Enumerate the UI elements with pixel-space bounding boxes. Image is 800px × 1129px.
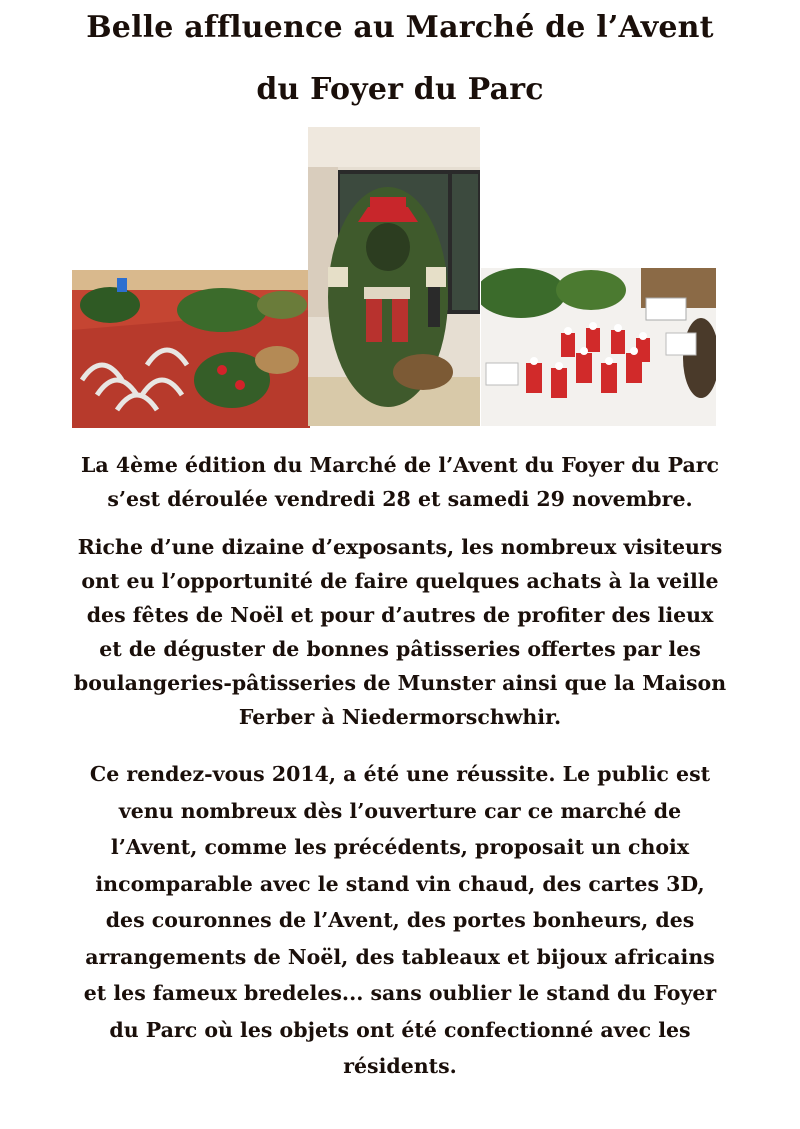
text-line: résidents. bbox=[343, 1054, 457, 1078]
text-line: La 4ème édition du Marché de l’Avent du Foyer du Parc bbox=[80, 453, 720, 477]
page-title-line-1: Belle affluence au Marché de l’Avent bbox=[86, 10, 714, 45]
photo-horseshoes-wreaths bbox=[72, 270, 310, 428]
text-line: boulangeries-pâtisseries de Munster ainsi que la Maison bbox=[73, 671, 727, 695]
paragraph-success bbox=[10, 756, 790, 1085]
text-line: Ferber à Niedermorschwhir. bbox=[238, 705, 562, 729]
text-line: venu nombreux dès l’ouverture car ce marché de bbox=[118, 798, 682, 823]
text-line: Riche d’une dizaine d’exposants, les nombreux visiteurs bbox=[77, 535, 723, 559]
text-line: et les fameux bredeles... sans oublier le stand du Foyer bbox=[83, 981, 717, 1005]
text-line: s’est déroulée vendredi 28 et samedi 29 novembre. bbox=[107, 487, 693, 511]
text-line: ont eu l’opportunité de faire quelques achats à la veille bbox=[81, 569, 719, 593]
text-line: l’Avent, comme les précédents, proposait un choix bbox=[110, 835, 690, 859]
paragraph-exhibitors bbox=[10, 530, 790, 734]
text-line: et de déguster de bonnes pâtisseries offertes par les bbox=[99, 637, 701, 661]
text-line: des fêtes de Noël et pour d’autres de profiter des lieux bbox=[86, 603, 714, 627]
paragraph-intro bbox=[10, 448, 790, 516]
text-line: arrangements de Noël, des tableaux et bijoux africains bbox=[85, 944, 715, 969]
text-line: Ce rendez-vous 2014, a été une réussite. Le public est bbox=[89, 762, 711, 786]
text-line: incomparable avec le stand vin chaud, des cartes 3D, bbox=[95, 871, 705, 896]
photo-scarecrow-decoration bbox=[308, 127, 480, 426]
page-title-line-2: du Foyer du Parc bbox=[256, 72, 544, 107]
photo-red-hat-figurines bbox=[481, 268, 716, 426]
text-line: des couronnes de l’Avent, des portes bonheurs, des bbox=[105, 908, 695, 932]
text-line: du Parc où les objets ont été confectionné avec les bbox=[109, 1017, 691, 1042]
